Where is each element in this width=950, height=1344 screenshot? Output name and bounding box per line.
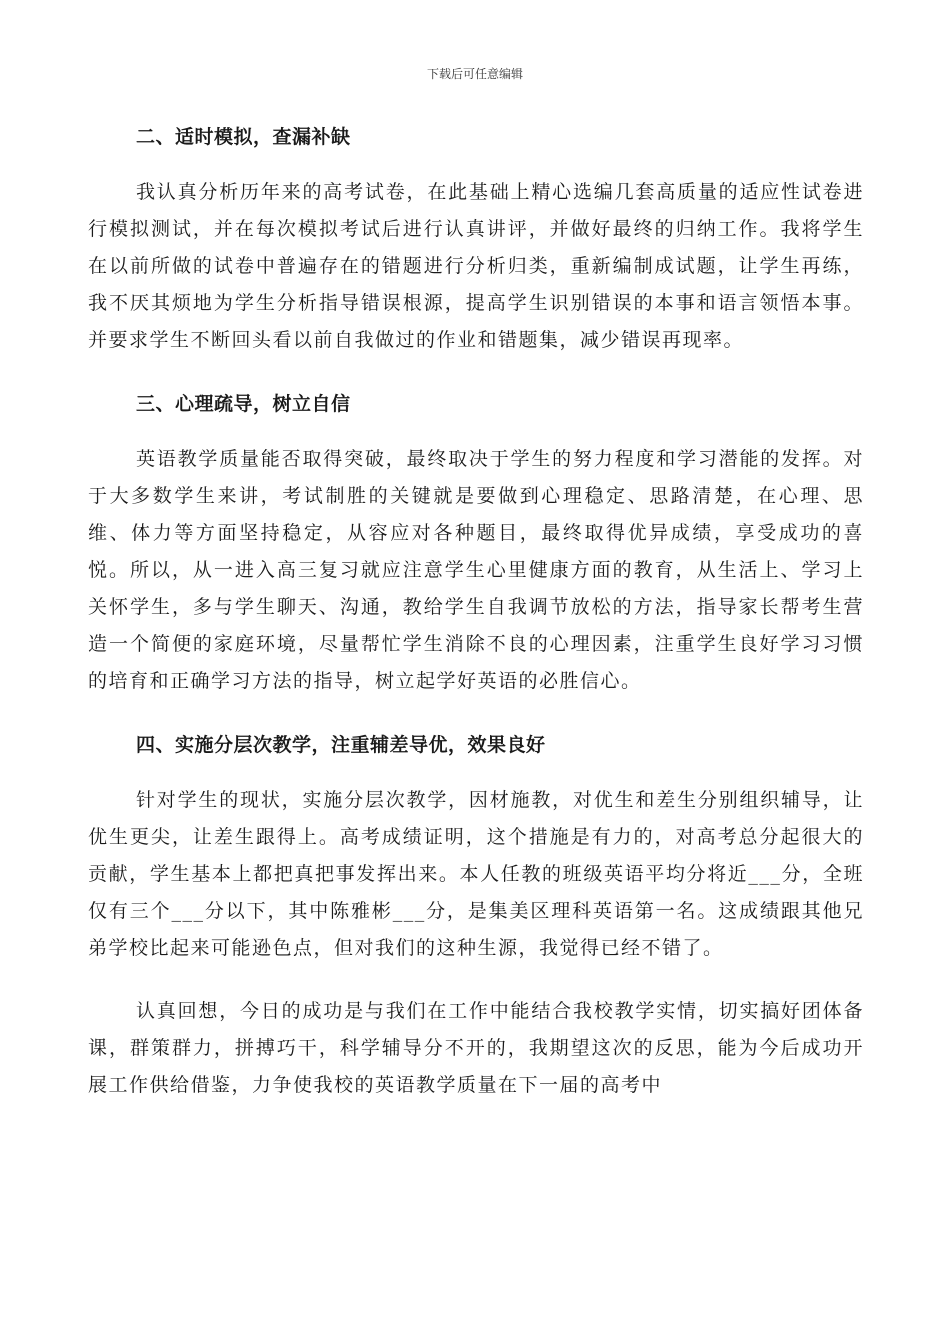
- section-heading-2: 二、适时模拟，查漏补缺: [136, 126, 351, 148]
- document-body: [88, 118, 864, 1124]
- section-4-paragraph-1: 针对学生的现状，实施分层次教学，因材施教，对优生和差生分别组织辅导，让优生更尖，让差生跟得上。高考成绩证明，这个措施是有力的，对高考总分起很大的贡献，学生基本上都把真把事发挥出来。本人任教的班级英语平均分将近___分，全班仅有三个___分以下，其中陈雅彬___分，是集美区理科英语第一名。这成绩跟其他兄弟学校比起来可能逊色点，但对我们的这种生源，我觉得已经不错了。: [88, 789, 864, 959]
- section-2-paragraph: 我认真分析历年来的高考试卷，在此基础上精心选编几套高质量的适应性试卷进行模拟测试，并在每次模拟考试后进行认真讲评，并做好最终的归纳工作。我将学生在以前所做的试卷中普遍存在的错题进行分析归类，重新编制成试题，让学生再练，我不厌其烦地为学生分析指导错误根源，提高学生识别错误的本事和语言领悟本事。并要求学生不断回头看以前自我做过的作业和错题集，减少错误再现率。: [88, 181, 864, 351]
- section-3-paragraph: 英语教学质量能否取得突破，最终取决于学生的努力程度和学习潜能的发挥。对于大多数学生来讲，考试制胜的关键就是要做到心理稳定、思路清楚，在心理、思维、体力等方面坚持稳定，从容应对各种题目，最终取得优异成绩，享受成功的喜悦。所以，从一进入高三复习就应注意学生心里健康方面的教育，从生活上、学习上关怀学生，多与学生聊天、沟通，教给学生自我调节放松的方法，指导家长帮考生营造一个简便的家庭环境，尽量帮忙学生消除不良的心理因素，注重学生良好学习习惯的培育和正确学习方法的指导，树立起学好英语的必胜信心。: [88, 448, 864, 692]
- section-4-paragraph-2: 认真回想，今日的成功是与我们在工作中能结合我校教学实情，切实搞好团体备课，群策群力，拼搏巧干，科学辅导分不开的，我期望这次的反思，能为今后成功开展工作供给借鉴，力争使我校的英语教学质量在下一届的高考中: [88, 1000, 864, 1096]
- page-header: 下载后可任意编辑: [426, 67, 523, 81]
- section-heading-3: 三、心理疏导，树立自信: [136, 393, 351, 415]
- section-heading-4: 四、实施分层次教学，注重辅差导优，效果良好: [136, 734, 546, 756]
